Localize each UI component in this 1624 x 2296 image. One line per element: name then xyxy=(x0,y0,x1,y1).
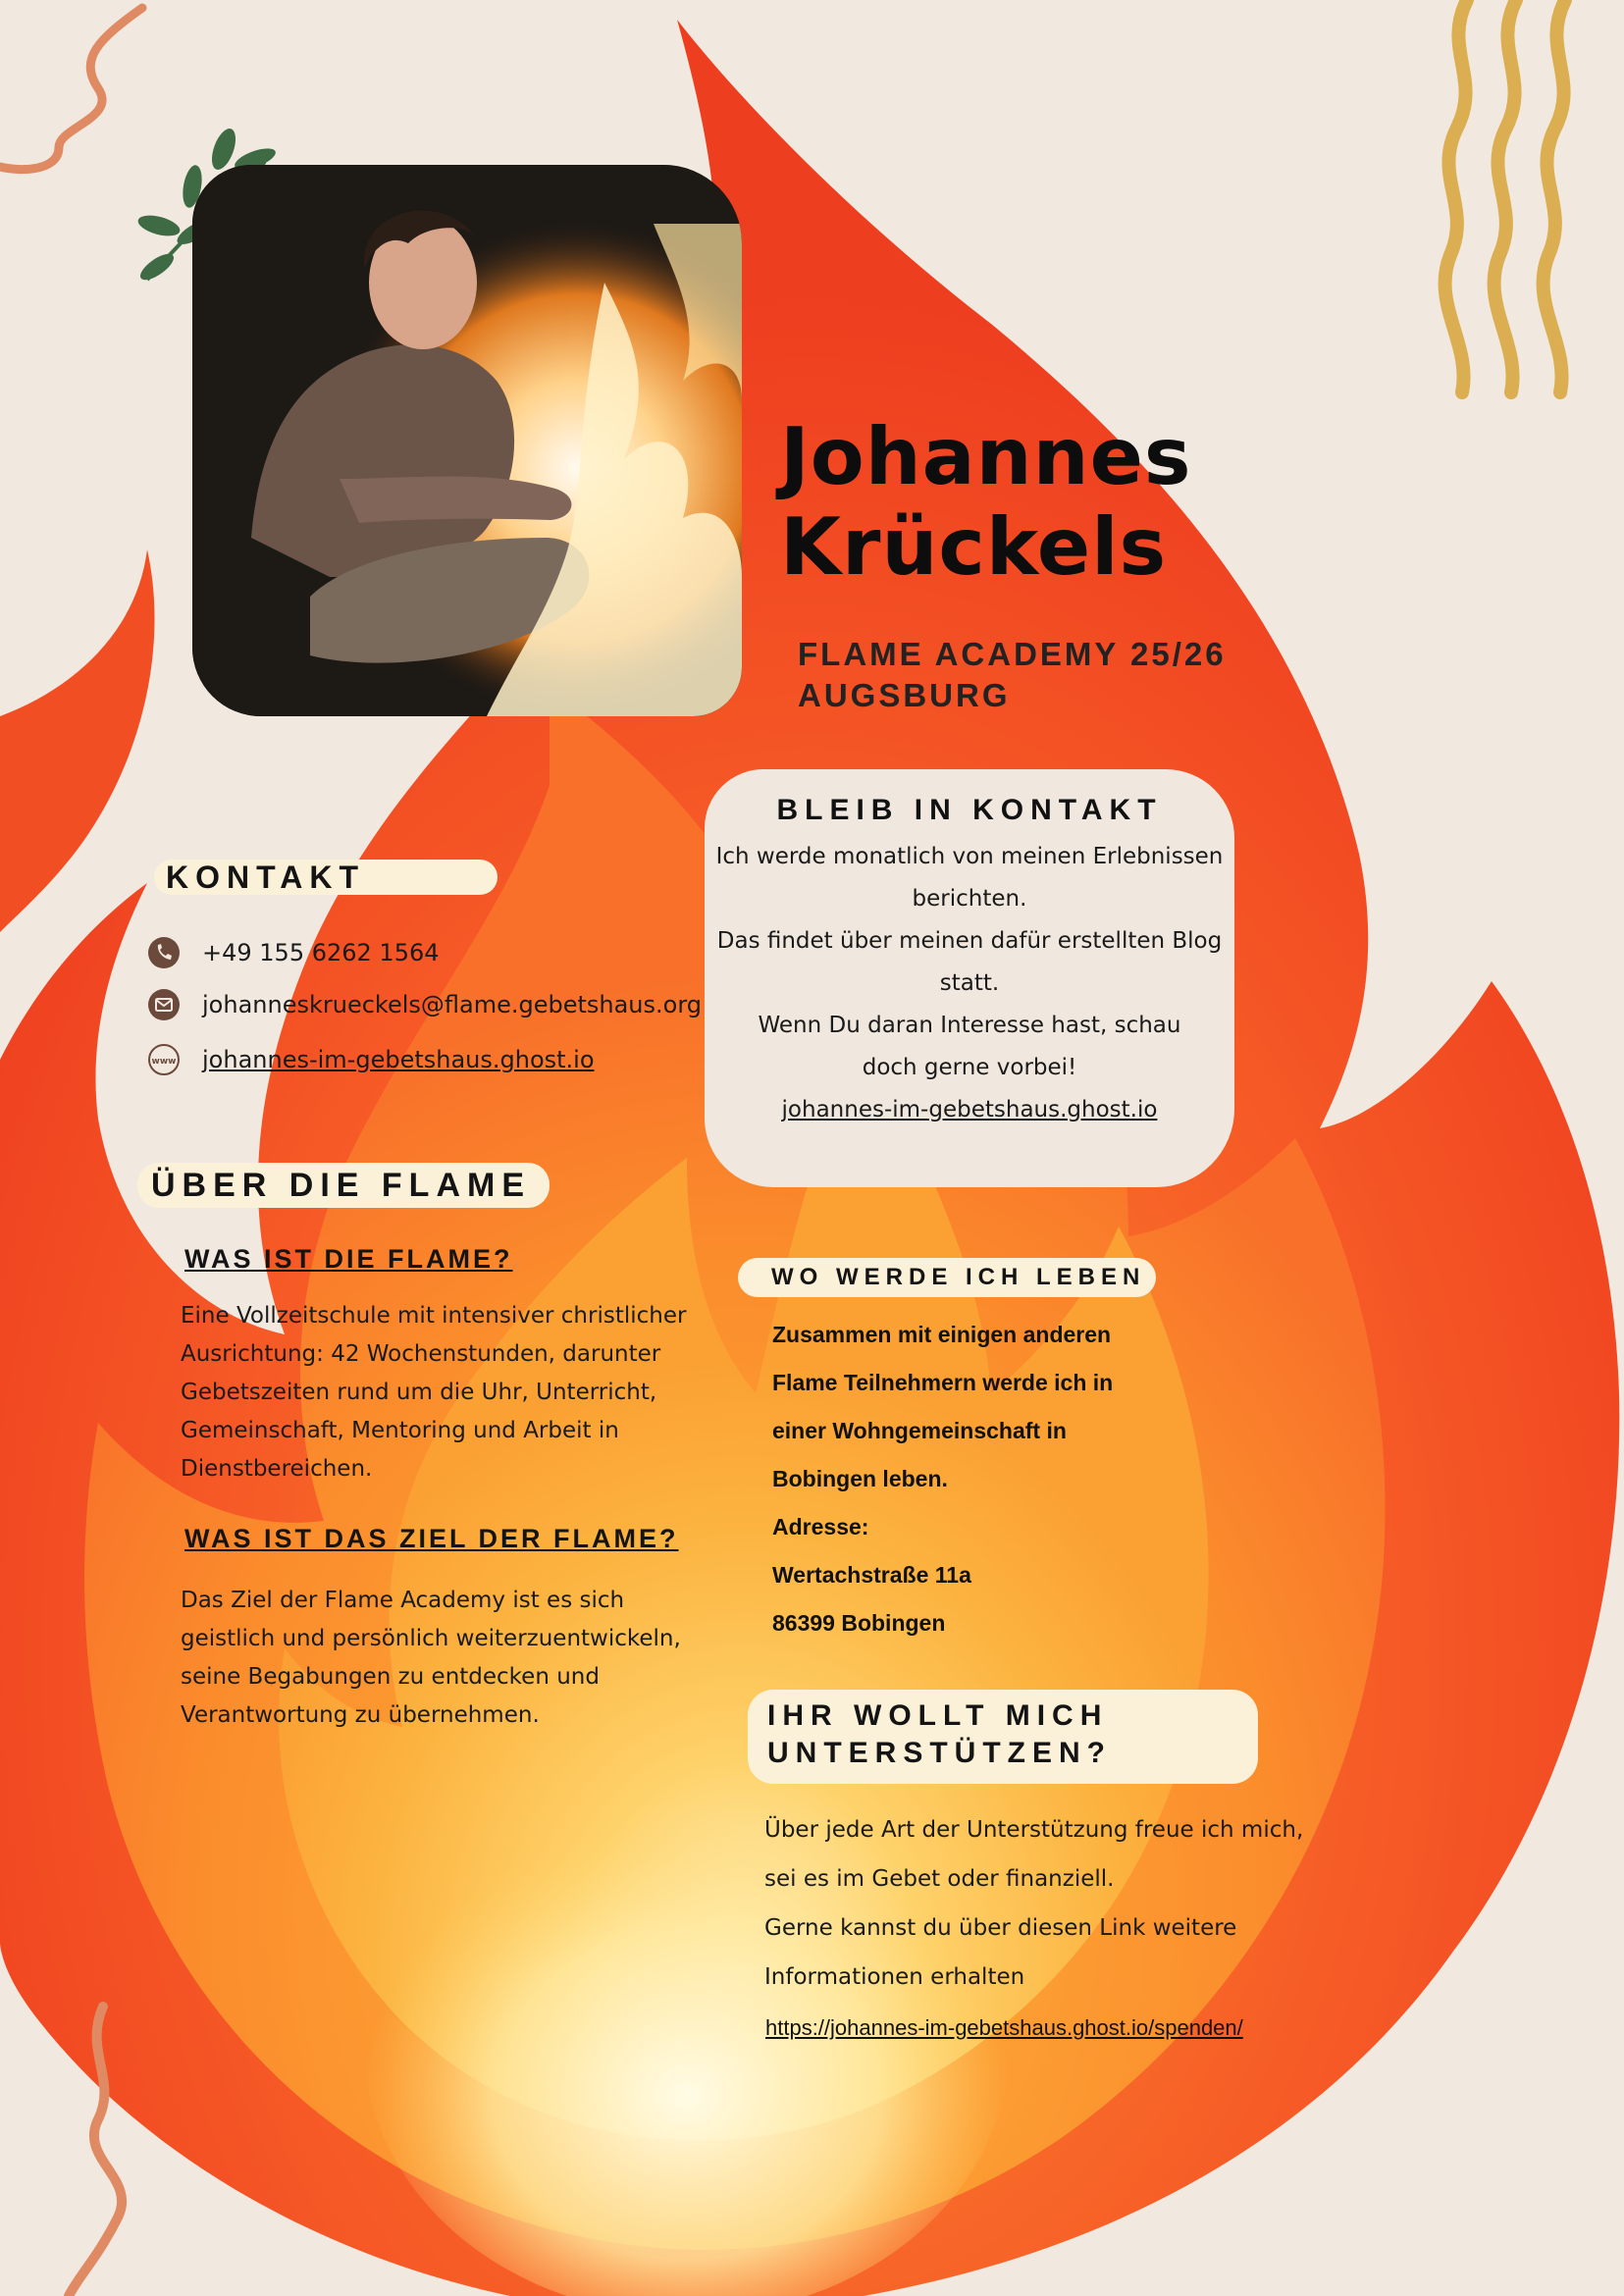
profile-photo xyxy=(192,165,742,716)
support-line: Informationen erhalten xyxy=(764,1964,1025,1990)
email-icon xyxy=(147,988,181,1021)
answer-line: geistlich und persönlich weiterzuentwickeln, xyxy=(181,1626,681,1651)
answer-line: Gebetszeiten rund um die Uhr, Unterricht, xyxy=(181,1380,657,1405)
blog-line: statt. xyxy=(939,970,1000,996)
about-answer-2 xyxy=(181,1582,681,1735)
name-line-2: Krückels xyxy=(780,501,1168,593)
answer-line: Gemeinschaft, Mentoring und Arbeit in xyxy=(181,1418,619,1443)
living-line: Flame Teilnehmern werde ich in xyxy=(772,1370,1114,1395)
contact-email-row xyxy=(147,985,716,1024)
answer-line: Ausrichtung: 42 Wochenstunden, darunter xyxy=(181,1341,661,1367)
about-answer-1 xyxy=(181,1297,686,1488)
website-link[interactable]: johannes-im-gebetshaus.ghost.io xyxy=(202,1046,595,1073)
contact-heading: KONTAKT xyxy=(154,860,498,895)
support-heading: IHR WOLLT MICH UNTERSTÜTZEN? xyxy=(748,1690,1258,1784)
email-address[interactable]: johanneskrueckels@flame.gebetshaus.org xyxy=(202,991,703,1018)
living-line: Bobingen leben. xyxy=(772,1466,948,1491)
blog-line: doch gerne vorbei! xyxy=(862,1055,1077,1080)
squiggle-top-left xyxy=(0,8,142,170)
living-line: Adresse: xyxy=(772,1514,869,1539)
living-line: einer Wohngemeinschaft in xyxy=(772,1418,1067,1443)
blog-line: Das findet über meinen dafür erstellten Blog xyxy=(716,928,1223,954)
contact-phone-row xyxy=(147,933,716,972)
svg-text:www: www xyxy=(151,1057,177,1067)
name-line-1: Johannes xyxy=(780,411,1192,502)
campfire-photo-illustration xyxy=(192,165,742,716)
blog-line: Wenn Du daran Interesse hast, schau xyxy=(758,1013,1181,1038)
blog-line: berichten. xyxy=(912,886,1027,912)
support-line: sei es im Gebet oder finanziell. xyxy=(764,1866,1115,1892)
support-line: Über jede Art der Unterstützung freue ich mich, xyxy=(764,1817,1304,1843)
web-icon xyxy=(147,1043,181,1076)
phone-number: +49 155 6262 1564 xyxy=(202,939,440,966)
answer-line: Dienstbereichen. xyxy=(181,1456,373,1482)
living-text xyxy=(772,1311,1113,1647)
answer-line: Eine Vollzeitschule mit intensiver christlicher xyxy=(181,1303,687,1329)
support-text xyxy=(764,1805,1303,2002)
about-question-1: WAS IST DIE FLAME? xyxy=(184,1244,513,1274)
about-heading: ÜBER DIE FLAME xyxy=(137,1163,550,1208)
about-question-2: WAS IST DAS ZIEL DER FLAME? xyxy=(184,1524,679,1553)
support-line: Gerne kannst du über diesen Link weitere xyxy=(764,1915,1237,1941)
subtitle-line-1: FLAME ACADEMY 25/26 xyxy=(798,636,1227,672)
contact-web-row xyxy=(147,1040,716,1079)
living-line: Zusammen mit einigen anderen xyxy=(772,1322,1112,1347)
answer-line: Verantwortung zu übernehmen. xyxy=(181,1702,540,1728)
answer-line: seine Begabungen zu entdecken und xyxy=(181,1664,600,1690)
blog-body xyxy=(705,836,1234,1131)
blog-link[interactable]: johannes-im-gebetshaus.ghost.io xyxy=(781,1097,1158,1122)
person-name xyxy=(780,412,1330,593)
squiggle-top-right xyxy=(1445,0,1565,392)
blog-info-box xyxy=(705,769,1234,1187)
living-heading: WO WERDE ICH LEBEN xyxy=(738,1258,1156,1297)
flame-left-tongue xyxy=(0,549,155,932)
phone-icon xyxy=(147,936,181,969)
subtitle-line-2: AUGSBURG xyxy=(798,677,1011,713)
living-line: Wertachstraße 11a xyxy=(772,1562,971,1588)
living-line: 86399 Bobingen xyxy=(772,1610,946,1636)
donation-link[interactable]: https://johannes-im-gebetshaus.ghost.io/spenden/ xyxy=(765,2015,1243,2040)
program-subtitle xyxy=(798,634,1308,716)
blog-heading: BLEIB IN KONTAKT xyxy=(776,794,1163,826)
blog-line: Ich werde monatlich von meinen Erlebnissen xyxy=(715,844,1224,869)
answer-line: Das Ziel der Flame Academy ist es sich xyxy=(181,1588,625,1613)
